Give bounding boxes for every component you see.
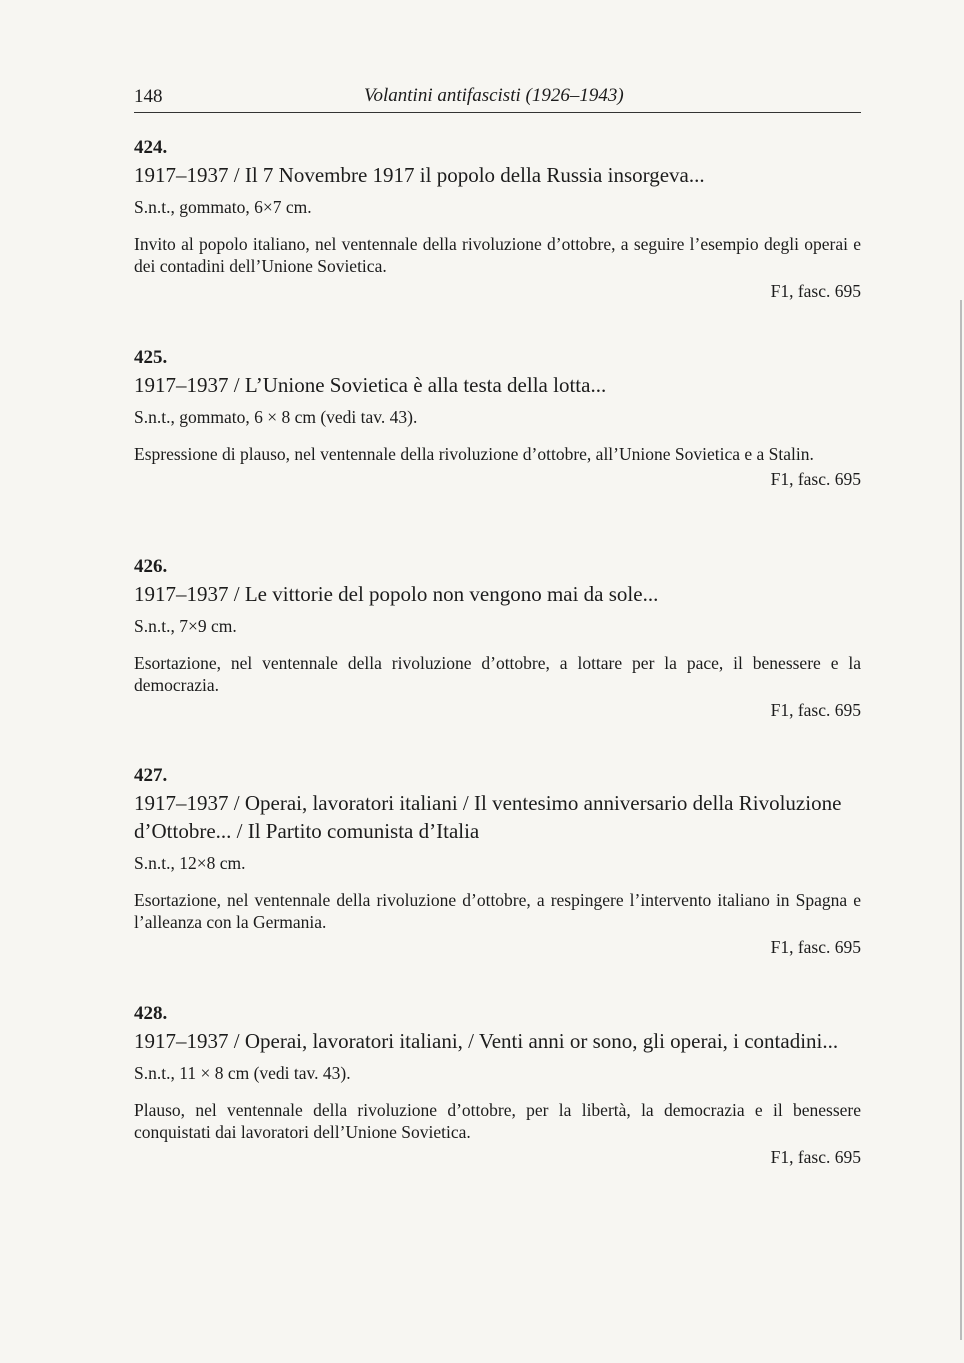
entry-title: 1917–1937 / Operai, lavoratori italiani / Il ventesimo anniversario della Rivoluzione d’Ottobre... / Il Partito comunista d’Italia bbox=[134, 791, 842, 843]
entry-format: S.n.t., 12×8 cm. bbox=[134, 853, 246, 873]
entry-format: S.n.t., 7×9 cm. bbox=[134, 616, 237, 636]
entry-number: 426. bbox=[134, 556, 168, 577]
entry-location: F1, fasc. 695 bbox=[770, 937, 861, 957]
entry-description: Esortazione, nel ventennale della rivoluzione d’ottobre, a lottare per la pace, il benessere e la democrazia. bbox=[134, 653, 861, 695]
entry-location: F1, fasc. 695 bbox=[770, 1147, 861, 1167]
scan-edge-shadow bbox=[960, 300, 962, 1340]
entry-number: 428. bbox=[134, 1003, 168, 1024]
entry-location: F1, fasc. 695 bbox=[770, 700, 861, 720]
entry-format: S.n.t., gommato, 6 × 8 cm (vedi tav. 43). bbox=[134, 407, 418, 427]
entry-number: 427. bbox=[134, 765, 168, 786]
catalog-entry-424 bbox=[134, 137, 861, 303]
entry-title: 1917–1937 / L’Unione Sovietica è alla testa della lotta... bbox=[134, 373, 607, 397]
entry-title: 1917–1937 / Il 7 Novembre 1917 il popolo della Russia insorgeva... bbox=[134, 163, 705, 187]
entry-title: 1917–1937 / Operai, lavoratori italiani, / Venti anni or sono, gli operai, i contadini... bbox=[134, 1029, 839, 1053]
entry-number: 424. bbox=[134, 137, 168, 158]
entry-location: F1, fasc. 695 bbox=[770, 281, 861, 301]
entry-format: S.n.t., 11 × 8 cm (vedi tav. 43). bbox=[134, 1063, 351, 1083]
entry-number: 425. bbox=[134, 347, 168, 368]
entry-description: Plauso, nel ventennale della rivoluzione d’ottobre, per la libertà, la democrazia e il benessere conquistati dai lavoratori dell’Unione Sovietica. bbox=[134, 1100, 861, 1142]
entry-format: S.n.t., gommato, 6×7 cm. bbox=[134, 197, 312, 217]
catalog-entry-425 bbox=[134, 347, 861, 491]
catalog-entry-426 bbox=[134, 556, 861, 722]
entry-location: F1, fasc. 695 bbox=[770, 469, 861, 489]
catalog-entry-428 bbox=[134, 1003, 861, 1169]
catalog-entry-427 bbox=[134, 765, 861, 959]
entry-description: Invito al popolo italiano, nel ventennale della rivoluzione d’ottobre, a seguire l’esempio degli operai e dei contadini dell’Unione Sovietica. bbox=[134, 234, 861, 276]
entry-description: Espressione di plauso, nel ventennale della rivoluzione d’ottobre, all’Unione Sovietica e a Stalin. bbox=[134, 444, 814, 464]
entry-title: 1917–1937 / Le vittorie del popolo non vengono mai da sole... bbox=[134, 582, 659, 606]
running-title: Volantini antifascisti (1926–1943) bbox=[364, 85, 624, 106]
entry-description: Esortazione, nel ventennale della rivoluzione d’ottobre, a respingere l’intervento italiano in Spagna e l’alleanza con la Germania. bbox=[134, 890, 861, 932]
page-number: 148 bbox=[134, 86, 163, 107]
page-header bbox=[134, 82, 861, 113]
